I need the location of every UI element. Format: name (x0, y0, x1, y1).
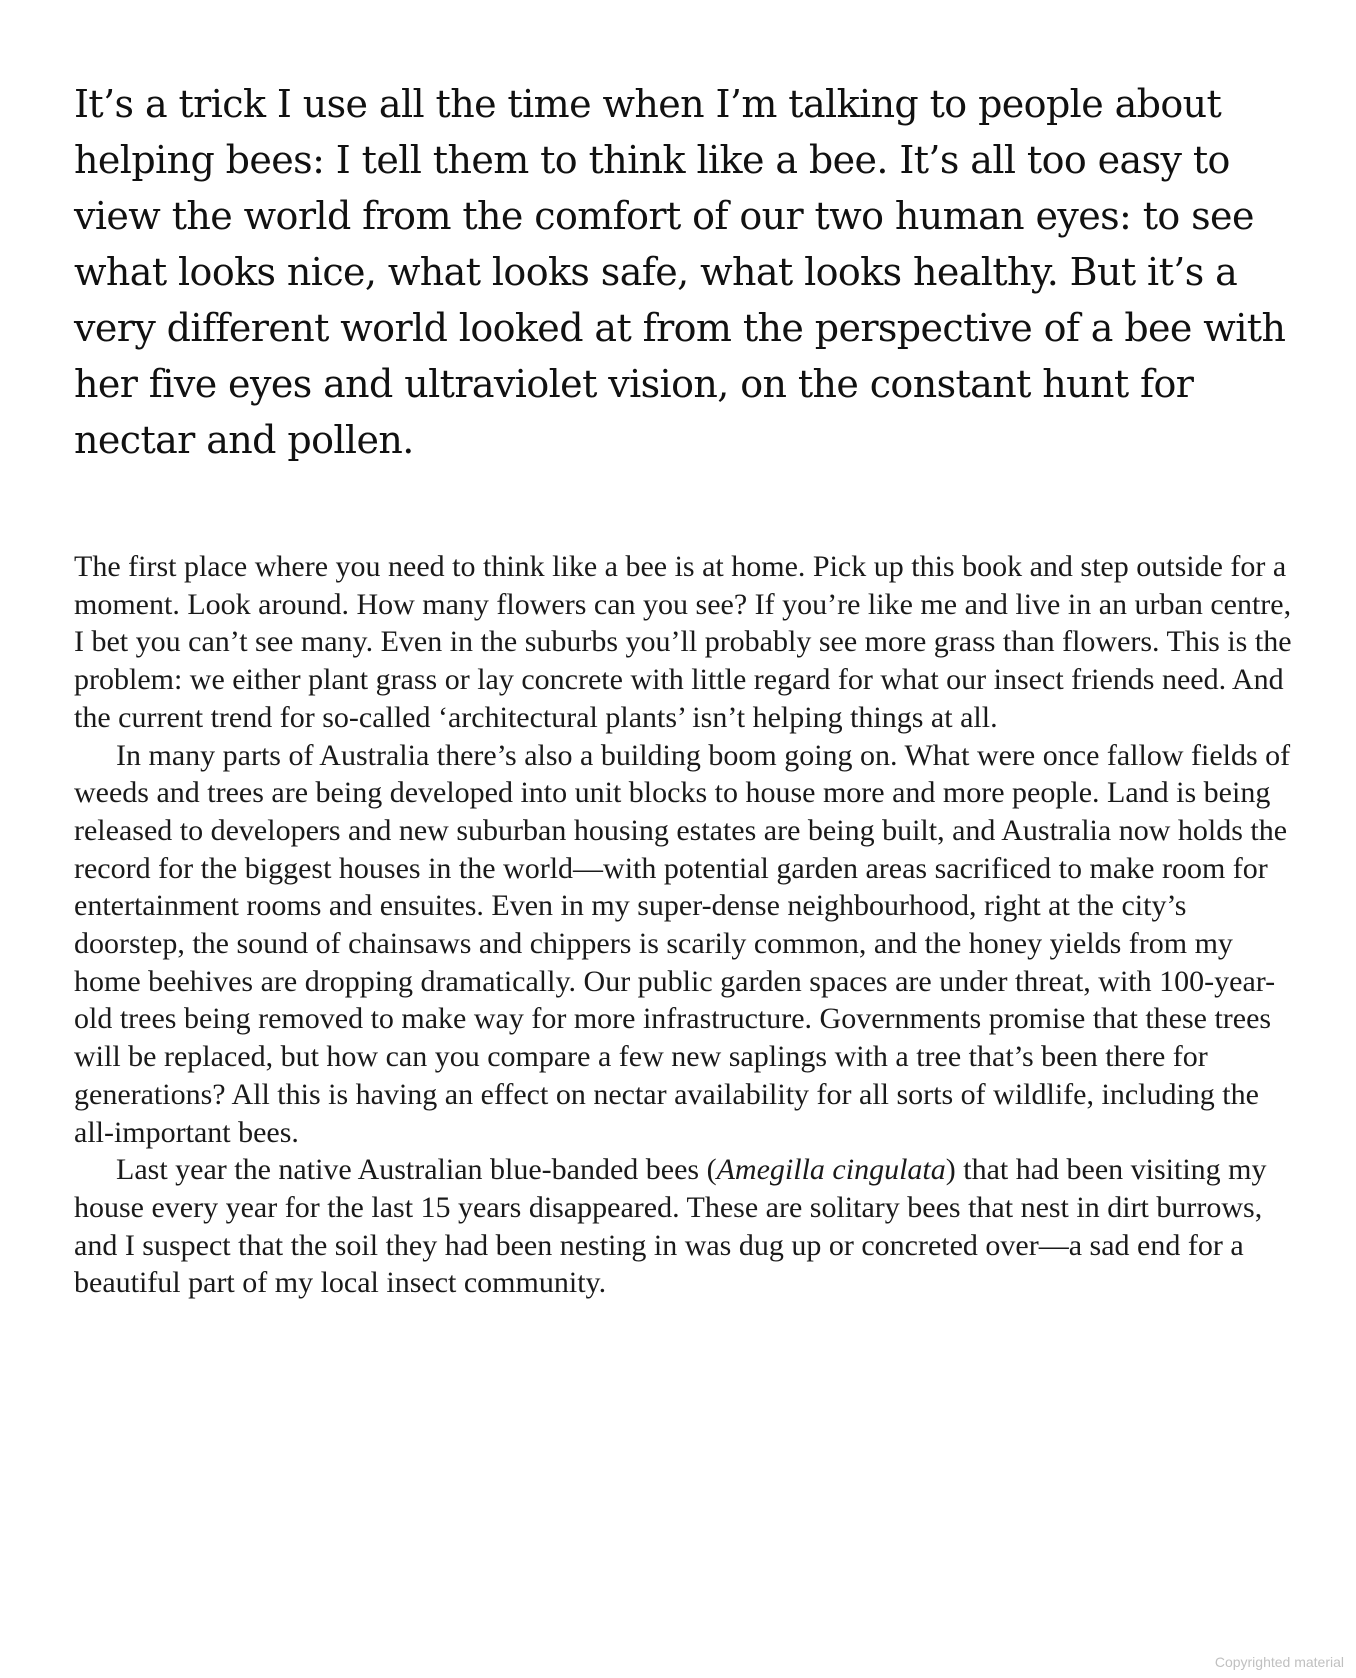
paragraph-3-start: Last year the native Australian blue-banded bees ( (116, 1153, 717, 1187)
copyright-watermark: Copyrighted material (1214, 1654, 1344, 1670)
body-paragraph-1: The first place where you need to think like a bee is at home. Pick up this book and step outside for a moment. Look around. How many flowers can you see? If you’re like me and live in an urban centre, I bet you can’t see many. Even in the suburbs you’ll probably see more grass than flowers. This is the problem: we either plant grass or lay concrete with little regard for what our insect friends need. And the current trend for so-called ‘architectural plants’ isn’t helping things at all. (74, 550, 1292, 734)
body-paragraph-2: In many parts of Australia there’s also a building boom going on. What were once fallow fields of weeds and trees are being developed into unit blocks to house more and more people. Land is being released to developers and new suburban housing estates are being built, and Australia now holds the record for the biggest houses in the world—with potential garden areas sacrificed to make room for entertainment rooms and ensuites. Even in my super-dense neighbourhood, right at the city’s doorstep, the sound of chainsaws and chippers is scarily common, and the honey yields from my home beehives are dropping dramatically. Our public garden spaces are under threat, with 100-year-old trees being removed to make way for more infrastructure. Governments promise that these trees will be replaced, but how can you compare a few new saplings with a tree that’s been there for generations? All this is having an effect on nectar availability for all sorts of wildlife, including the all-important bees. (74, 738, 1291, 1149)
intro-paragraph: It’s a trick I use all the time when I’m talking to people about helping bees: I tell them to think like a bee. It’s all too easy to view the world from the comfort of our two human eyes: to see what looks nice, what looks safe, what looks healthy. But it’s a very different world looked at from the perspective of a bee with her five eyes and ultraviolet vision, on the constant hunt for nectar and pollen. (74, 82, 1286, 462)
species-name: Amegilla cingulata (716, 1153, 946, 1187)
body-text (74, 548, 1304, 1302)
body-paragraph-3 (74, 1151, 1304, 1302)
paragraph-3-end: ) that had been visiting my house every year for the last 15 years disappeared. These are solitary bees that nest in dirt burrows, and I suspect that the soil they had been nesting in was dug up or concreted over—a sad end for a beautiful part of my local insect community. (74, 1153, 1267, 1300)
